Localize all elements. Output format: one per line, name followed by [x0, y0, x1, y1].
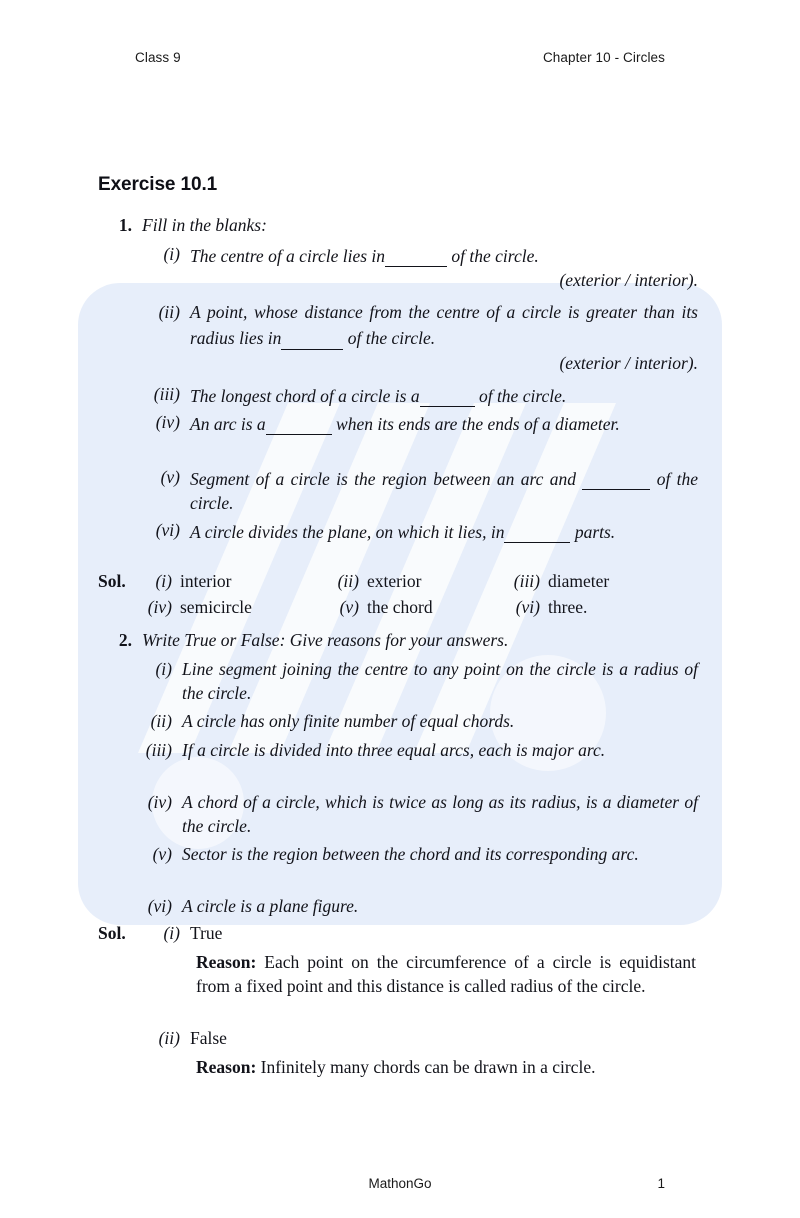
- item-text-after: of the circle.: [451, 246, 539, 266]
- item-text-after: parts.: [574, 522, 616, 542]
- question-1-item-i: [98, 242, 698, 293]
- answer-value: the chord: [367, 597, 433, 617]
- item-text: [190, 410, 698, 436]
- item-text: Line segment joining the centre to any point on the circle is a radius of the circle.: [182, 659, 698, 704]
- question-1-prompt-row: [98, 213, 698, 237]
- answer-cell: [504, 594, 587, 620]
- question-2-prompt: Write True or False: Give reasons for your answers.: [142, 630, 509, 650]
- fill-blank: [420, 382, 475, 407]
- item-marker: (vi): [147, 896, 172, 916]
- fill-blank: [504, 518, 570, 543]
- answer-verdict: True: [190, 923, 223, 943]
- item-text-before: A circle divides the plane, on which it lies, in: [190, 522, 505, 542]
- item-text-after: of the circle.: [190, 469, 699, 514]
- answer-marker: (iii): [513, 571, 540, 591]
- question-2-item-vi: [90, 894, 698, 918]
- item-marker: (i): [155, 659, 172, 679]
- answer-verdict: False: [190, 1028, 227, 1048]
- fill-blank: [385, 242, 447, 267]
- question-2-reason-ii: [196, 1055, 688, 1079]
- item-text: [190, 382, 698, 408]
- reason-body: Each point on the circumference of a circle is equidistant from a fixed point and this distance is called radius of the circle.: [196, 952, 696, 997]
- item-text-before: Segment of a circle is the region between an arc and: [190, 469, 576, 489]
- item-text-after: when its ends are the ends of a diameter.: [336, 414, 620, 434]
- reason-label: Reason:: [196, 952, 257, 972]
- item-text-before: An arc is a: [190, 414, 266, 434]
- question-1-item-vi: [98, 518, 698, 544]
- question-2-prompt-row: [98, 628, 698, 652]
- item-text: [190, 465, 698, 516]
- item-marker: (ii): [150, 711, 172, 731]
- item-text: [190, 518, 698, 544]
- reason-text: [196, 950, 696, 999]
- question-1-item-iii: [98, 382, 698, 408]
- question-2-item-iv: [90, 790, 698, 839]
- answer-marker: (vi): [515, 597, 540, 617]
- question-2-item-v: [90, 842, 698, 866]
- item-text: [190, 242, 698, 268]
- answer-marker: (ii): [337, 571, 359, 591]
- question-1-number: 1.: [118, 215, 132, 235]
- question-2-item-iii: [90, 738, 698, 762]
- fill-blank: [582, 465, 650, 490]
- answer-marker: (iv): [147, 597, 172, 617]
- item-marker: (iii): [153, 384, 180, 404]
- solution-label: Sol.: [98, 571, 126, 591]
- answer-cell: [504, 568, 609, 594]
- item-text: A circle is a plane figure.: [182, 896, 359, 916]
- answer-value: exterior: [367, 571, 422, 591]
- item-marker: (iii): [145, 740, 172, 760]
- question-2-number: 2.: [118, 630, 132, 650]
- answer-marker: (v): [339, 597, 359, 617]
- question-2-reason-i: [196, 950, 696, 999]
- item-text-after: of the circle.: [347, 328, 436, 349]
- item-marker: (vi): [155, 520, 180, 540]
- item-marker: (v): [152, 844, 172, 864]
- item-text: A chord of a circle, which is twice as long as its radius, is a diameter of the circle.: [182, 792, 698, 837]
- question-1-solution: [98, 568, 718, 620]
- item-text: [190, 300, 698, 351]
- footer-page-number: 1: [657, 1176, 665, 1191]
- reason-label: Reason:: [196, 1057, 257, 1077]
- item-text-before: A point, whose distance from the centre of a circle is greater than its radius lies in: [190, 302, 698, 349]
- item-marker: (v): [160, 467, 180, 487]
- item-note: (exterior / interior).: [559, 352, 698, 373]
- answer-marker: (ii): [158, 1028, 180, 1048]
- item-marker: (ii): [158, 302, 180, 322]
- reason-text: [196, 1055, 688, 1079]
- answer-cell: [329, 568, 504, 594]
- answer-row: [98, 568, 718, 594]
- answer-value: diameter: [548, 571, 610, 591]
- answer-marker: (i): [155, 571, 172, 591]
- answer-cell: [329, 594, 504, 620]
- answer-value: three.: [548, 597, 588, 617]
- header-chapter-label: Chapter 10 - Circles: [542, 50, 665, 65]
- fill-blank: [281, 324, 343, 349]
- answer-cell: [144, 568, 329, 594]
- question-1-block: [98, 213, 698, 237]
- question-1-prompt: Fill in the blanks:: [142, 215, 267, 235]
- solution-label-spacer: [98, 594, 144, 620]
- reason-body: Infinitely many chords can be drawn in a circle.: [260, 1057, 596, 1077]
- answer-marker: (i): [163, 923, 180, 943]
- item-marker: (i): [163, 244, 180, 264]
- item-text: If a circle is divided into three equal arcs, each is major arc.: [182, 740, 606, 760]
- page-header: [135, 50, 665, 65]
- question-1-item-v: [98, 465, 698, 516]
- answer-cell: [144, 594, 329, 620]
- item-note: (exterior / interior).: [559, 270, 698, 291]
- answer-row: [98, 594, 718, 620]
- question-2-block: [98, 628, 698, 652]
- item-text: A circle has only finite number of equal chords.: [182, 711, 515, 731]
- question-1-item-iv: [98, 410, 698, 436]
- item-text-before: The longest chord of a circle is a: [190, 386, 420, 406]
- question-2-solution-ii: [98, 1026, 698, 1050]
- answer-value: interior: [180, 571, 232, 591]
- question-2-item-i: [90, 657, 698, 706]
- fill-blank: [266, 410, 332, 435]
- header-class-label: Class 9: [135, 50, 181, 65]
- item-marker: (iv): [147, 792, 172, 812]
- question-1-item-ii: [98, 300, 698, 375]
- footer-brand: MathonGo: [368, 1176, 432, 1191]
- page-title: Exercise 10.1: [98, 174, 218, 195]
- solution-label: Sol.: [98, 923, 126, 943]
- question-2-solution-i: [98, 921, 698, 945]
- item-text-after: of the circle.: [478, 386, 567, 406]
- answer-value: semicircle: [180, 597, 252, 617]
- question-2-item-ii: [90, 709, 698, 733]
- item-text-before: The centre of a circle lies in: [190, 246, 386, 266]
- item-text: Sector is the region between the chord and its corresponding arc.: [182, 844, 639, 864]
- item-marker: (iv): [155, 412, 180, 432]
